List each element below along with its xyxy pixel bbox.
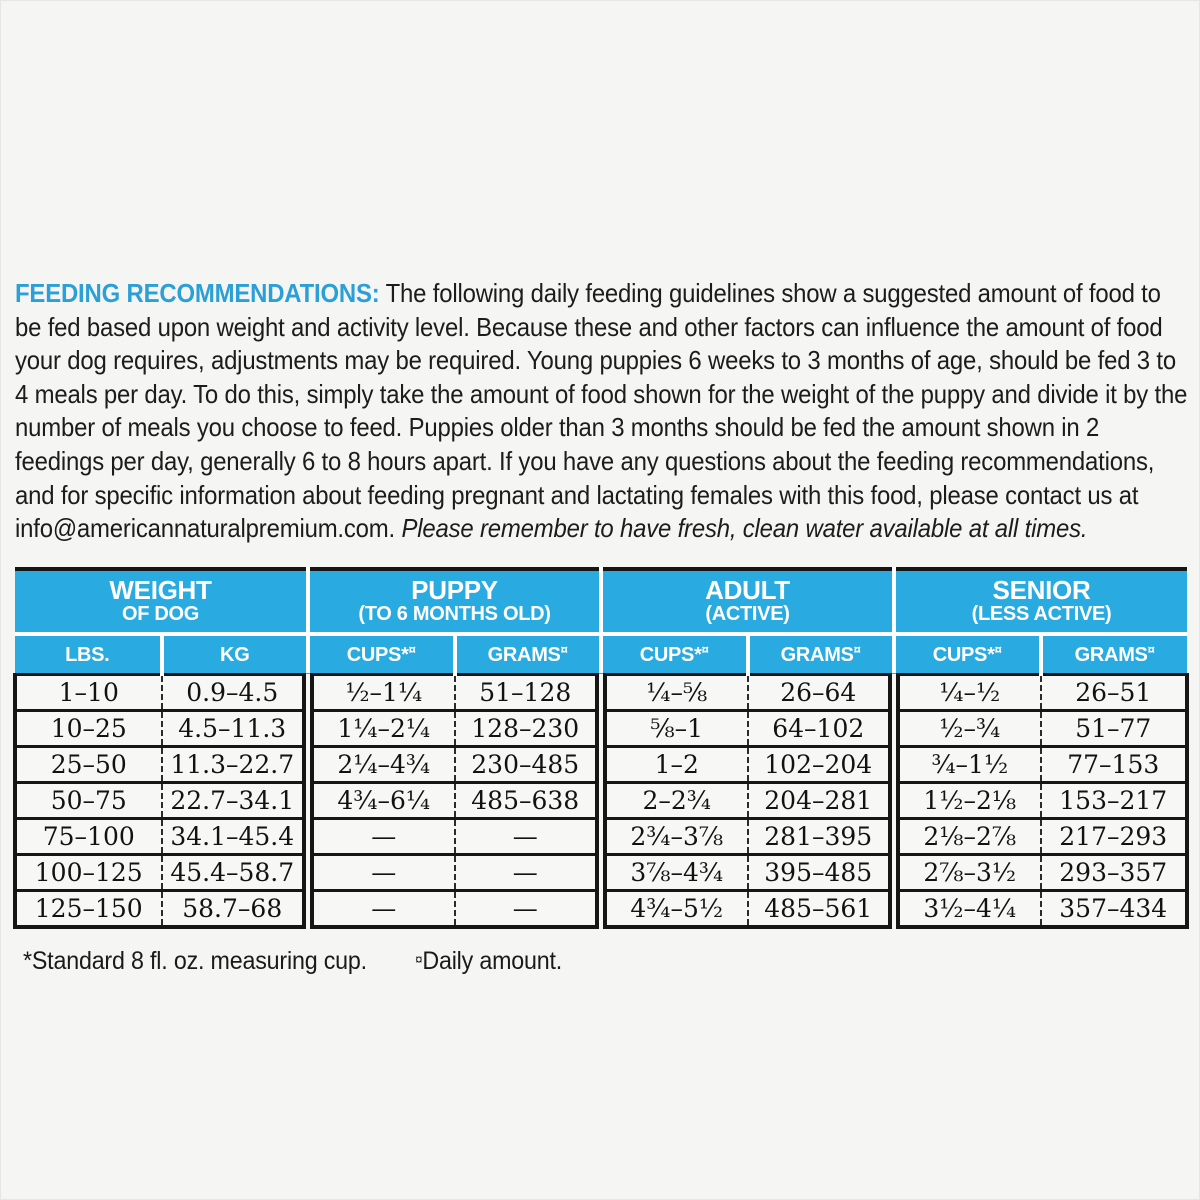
table-cell: — [455, 854, 602, 890]
col-header-adult-grams: GRAMS¤ [748, 634, 895, 675]
table-cell: 34.1–45.4 [162, 818, 309, 854]
table-cell: 22.7–34.1 [162, 782, 309, 818]
table-cell: 2¾–3⅞ [601, 818, 748, 854]
group-subtitle: (ACTIVE) [705, 602, 790, 625]
table-cell: 395–485 [748, 854, 895, 890]
table-cell: 77–153 [1041, 746, 1188, 782]
table-row [15, 782, 1187, 818]
asterisk-marker: * [23, 946, 32, 975]
table-row [15, 818, 1187, 854]
table-cell: 217–293 [1041, 818, 1188, 854]
footnote-marker: ¤ [701, 641, 709, 657]
table-cell: 2–2¾ [601, 782, 748, 818]
table-cell: 2⅞–3½ [894, 854, 1041, 890]
table-cell: 485–561 [748, 890, 895, 927]
col-header-adult-cups: CUPS*¤ [601, 634, 748, 675]
table-cell: — [308, 818, 455, 854]
table-cell: 1–2 [601, 746, 748, 782]
group-header-row [15, 569, 1187, 634]
table-cell: 102–204 [748, 746, 895, 782]
table-cell: 230–485 [455, 746, 602, 782]
table-cell: 1¼–2¼ [308, 710, 455, 746]
label-panel [1, 1, 1199, 976]
footnote-marker: ¤ [853, 641, 861, 657]
feeding-table-header [15, 569, 1187, 675]
column-group-senior [894, 569, 1187, 634]
table-cell: 293–357 [1041, 854, 1188, 890]
feeding-table [13, 567, 1189, 929]
col-header-puppy-grams: GRAMS¤ [455, 634, 602, 675]
cup-footnote-text: Standard 8 fl. oz. measuring cup. [31, 946, 367, 975]
table-row [15, 890, 1187, 927]
intro-note-italic: Please remember to have fresh, clean water available at all times. [401, 513, 1088, 544]
table-row [15, 710, 1187, 746]
column-group-puppy [308, 569, 601, 634]
intro-paragraph [15, 277, 1189, 546]
table-cell: 25–50 [15, 746, 162, 782]
table-cell: 75–100 [15, 818, 162, 854]
table-cell: 125–150 [15, 890, 162, 927]
group-title: PUPPY [411, 574, 498, 605]
cup-footnote [23, 947, 367, 975]
table-cell: 485–638 [455, 782, 602, 818]
table-cell: — [308, 854, 455, 890]
table-cell: 50–75 [15, 782, 162, 818]
footnote-marker: ¤ [1147, 641, 1155, 657]
col-header-puppy-cups: CUPS*¤ [308, 634, 455, 675]
table-cell: ¼–⅝ [601, 674, 748, 710]
table-cell: ¾–1½ [894, 746, 1041, 782]
column-group-weight [15, 569, 308, 634]
col-header-senior-grams: GRAMS¤ [1041, 634, 1188, 675]
col-header-senior-cups: CUPS*¤ [894, 634, 1041, 675]
group-subtitle: (TO 6 MONTHS OLD) [358, 602, 551, 625]
table-cell: ⅝–1 [601, 710, 748, 746]
table-cell: 1½–2⅛ [894, 782, 1041, 818]
intro-heading: FEEDING RECOMMENDATIONS: [15, 278, 380, 308]
table-cell: 10–25 [15, 710, 162, 746]
intro-text: The following daily feeding guidelines show a suggested amount of food to be fed based upon weight and activity level. Because these and other factors can influence the amount of food your dog requires, adjustments may be required. Young puppies 6 weeks to 3 months of age, should be fed 3 to 4 meals per day. To do this, simply take the amount of food shown for the weight of the puppy and divide it by the number of meals you choose to feed. Puppies older than 3 months should be fed the amount shown in 2 feedings per day, generally 6 to 8 hours apart. If you have any questions about the feeding recommendations, and for specific information about feeding pregnant and lactating females with this food, please contact us at info@americannaturalpremium.com. [15, 278, 1188, 544]
table-cell: 357–434 [1041, 890, 1188, 927]
table-cell: 58.7–68 [162, 890, 309, 927]
group-subtitle: OF DOG [121, 602, 200, 625]
daily-footnote-text: Daily amount. [422, 946, 563, 975]
table-cell: 128–230 [455, 710, 602, 746]
table-cell: 11.3–22.7 [162, 746, 309, 782]
column-group-adult [601, 569, 894, 634]
table-cell: 2¼–4¾ [308, 746, 455, 782]
group-subtitle: (LESS ACTIVE) [971, 602, 1112, 625]
table-cell: 26–64 [748, 674, 895, 710]
table-cell: 204–281 [748, 782, 895, 818]
table-cell: ½–1¼ [308, 674, 455, 710]
footnote-marker: ¤ [994, 641, 1002, 657]
table-cell: ¼–½ [894, 674, 1041, 710]
table-cell: — [308, 890, 455, 927]
table-cell: — [455, 818, 602, 854]
footnote-marker: ¤ [560, 641, 568, 657]
table-cell: 64–102 [748, 710, 895, 746]
table-cell: 281–395 [748, 818, 895, 854]
table-cell: 3½–4¼ [894, 890, 1041, 927]
group-title: ADULT [705, 574, 790, 605]
group-title: SENIOR [992, 574, 1091, 605]
col-header-lbs: LBS. [15, 634, 162, 675]
table-cell: 3⅞–4¾ [601, 854, 748, 890]
table-row [15, 746, 1187, 782]
table-cell: 51–128 [455, 674, 602, 710]
table-cell: ½–¾ [894, 710, 1041, 746]
group-title: WEIGHT [109, 574, 212, 605]
table-cell: 45.4–58.7 [162, 854, 309, 890]
column-header-row [15, 634, 1187, 675]
table-cell: 0.9–4.5 [162, 674, 309, 710]
table-cell: 4.5–11.3 [162, 710, 309, 746]
table-cell: 26–51 [1041, 674, 1188, 710]
table-cell: 51–77 [1041, 710, 1188, 746]
table-cell: 4¾–6¼ [308, 782, 455, 818]
table-cell: 4¾–5½ [601, 890, 748, 927]
table-row [15, 674, 1187, 710]
table-cell: 2⅛–2⅞ [894, 818, 1041, 854]
feeding-table-body [15, 674, 1187, 927]
table-cell: — [455, 890, 602, 927]
table-row [15, 854, 1187, 890]
daily-footnote [415, 947, 562, 975]
footnote-marker: ¤ [408, 641, 416, 657]
table-cell: 1–10 [15, 674, 162, 710]
table-cell: 100–125 [15, 854, 162, 890]
footnotes [23, 947, 1176, 976]
col-header-kg: KG [162, 634, 309, 675]
currency-marker: ¤ [415, 950, 423, 967]
table-cell: 153–217 [1041, 782, 1188, 818]
